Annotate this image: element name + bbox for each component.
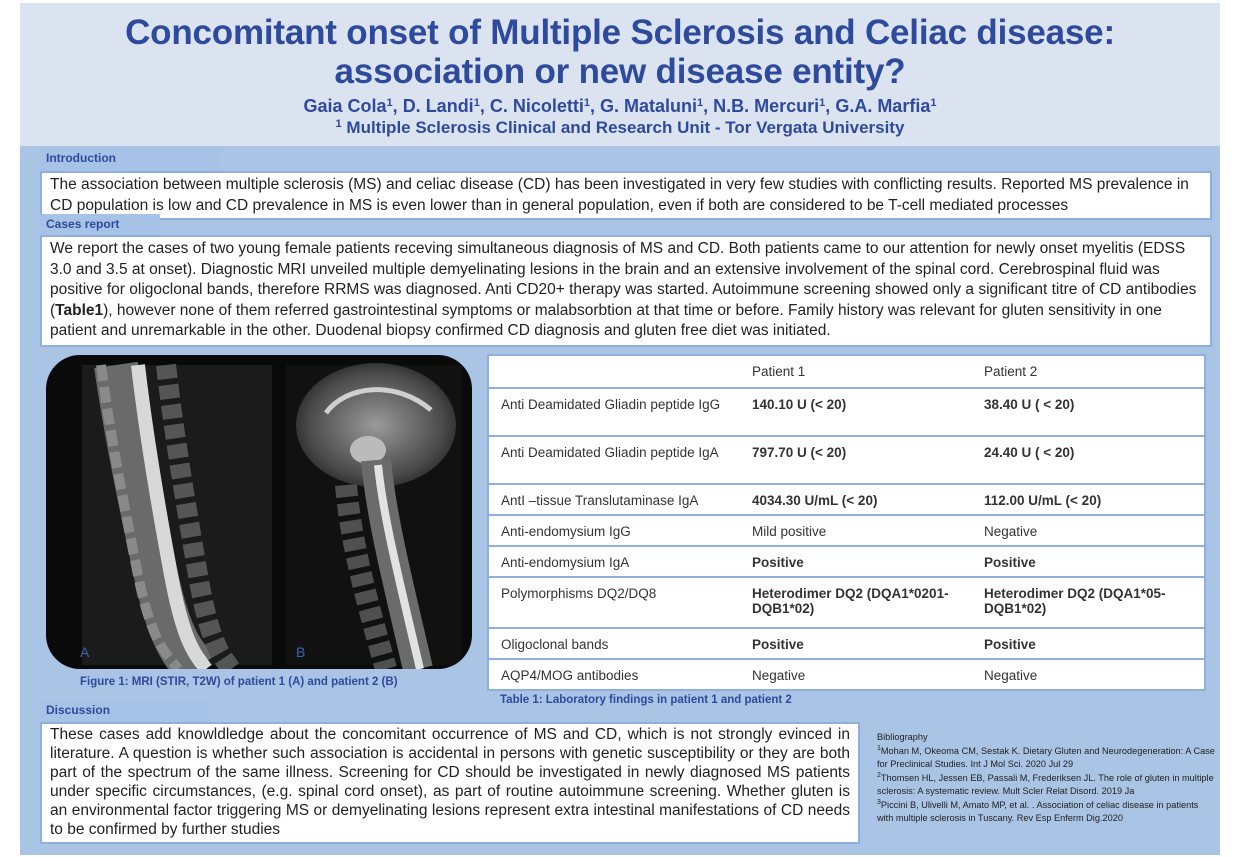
author-name: G. Mataluni <box>599 96 697 116</box>
author-separator: , <box>392 96 403 116</box>
table-row <box>488 659 1205 690</box>
mri-panel-a <box>82 365 272 669</box>
author-name: G.A. Marfia <box>835 96 931 116</box>
bibliography-item <box>877 745 1217 772</box>
table-cell-label: Anti-endomysium IgG <box>488 515 740 546</box>
author-separator: , <box>589 96 600 116</box>
cases-report-text-part2: ), however none of them referred gastrointestinal symptoms or malabsorbtion at that time or before. Family history was relevant for gluten sensitivity in one patient and unremarkable in the other. Duodenal biopsy confirmed CD diagnosis and gluten free diet was initiated. <box>50 301 1162 339</box>
table-cell-label: Anti Deamidated Gliadin peptide IgA <box>488 436 740 484</box>
table-cell-patient-1: 4034.30 U/mL (< 20) <box>740 484 972 515</box>
table-cell-label: AQP4/MOG antibodies <box>488 659 740 690</box>
table-header-patient-1: Patient 1 <box>740 355 972 388</box>
author-separator: , <box>479 96 490 116</box>
title-line-2: association or new disease entity? <box>334 52 906 91</box>
author-name: Gaia Cola <box>303 96 387 116</box>
affiliation <box>20 117 1220 139</box>
bibliography-item-number: 3 <box>877 798 881 806</box>
poster-header <box>20 3 1220 146</box>
author-sup: 1 <box>930 97 937 109</box>
table-cell-label: Anti-endomysium IgA <box>488 546 740 577</box>
table-row <box>488 484 1205 515</box>
table-cell-patient-1: Mild positive <box>740 515 972 546</box>
author-separator: , <box>825 96 836 116</box>
table-cell-label: AntI –tissue Translutaminase IgA <box>488 484 740 515</box>
bibliography-item <box>877 799 1217 826</box>
figure-caption: Figure 1: MRI (STIR, T2W) of patient 1 (A) and patient 2 (B) <box>80 676 398 688</box>
author-name: C. Nicoletti <box>489 96 584 116</box>
table-cell-patient-2: 24.40 U ( < 20) <box>972 436 1205 484</box>
author-name: D. Landi <box>402 96 474 116</box>
table-header-patient-2: Patient 2 <box>972 355 1205 388</box>
table-cell-patient-2: 38.40 U ( < 20) <box>972 388 1205 436</box>
bibliography <box>877 731 1217 826</box>
author-list <box>20 95 1220 117</box>
poster-title <box>20 13 1220 91</box>
bibliography-title: Bibliography <box>877 732 928 742</box>
bibliography-item-number: 1 <box>877 744 881 752</box>
table-cell-patient-1: Positive <box>740 628 972 659</box>
bibliography-item-text: Piccini B, Ulivelli M, Amato MP, et al. . Association of celiac disease in patients with multiple sclerosis in Tuscany. Rev Esp Enferm Dig.2020 <box>877 799 1199 823</box>
introduction-text: The association between multiple sclerosis (MS) and celiac disease (CD) has been investigated in very few studies with conflicting results. Reported MS prevalence in CD population is low and CD prevalence in MS is even lower than in general population, even if both are considered to be T-cell mediated processes <box>40 171 1212 220</box>
discussion-text: These cases add knowldledge about the concomitant occurrence of MS and CD, which is not strongly evinced in literature. A question is whether such association is accidental in persons with genetic susceptibility or they are both part of the spectrum of the same illness. Screening for CD should be investigated in newly diagnosed MS patients under specific circumstances, (e.g. spinal cord onset), as part of routine autoimmune screening. Whether gluten is an environmental factor triggering MS or demyelinating lesions represent extra intestinal manifestations of CD needs to be confirmed by further studies <box>40 722 860 844</box>
cases-report-text-part1: We report the cases of two young female patients receving simultaneous diagnosis of MS and CD. Both patients came to our attention for newly onset myelitis (EDSS 3.0 and 3.5 at onset). Diagnostic MRI unveiled multiple demyelinating lesions in the brain and an extensive involvement of the spinal cord. Cerebrospinal fluid was positive for oligoclonal bands, therefore RRMS was diagnosed. Anti CD20+ therapy was started. Autoimmune screening showed only a significant titre of CD antibodies ( <box>50 240 1197 319</box>
author-sup: 1 <box>819 97 826 109</box>
table-cell-label: Oligoclonal bands <box>488 628 740 659</box>
author-sup: 1 <box>697 97 704 109</box>
table-cell-patient-1: 797.70 U (< 20) <box>740 436 972 484</box>
cases-report-text <box>40 235 1212 347</box>
affiliation-text: Multiple Sclerosis Clinical and Research Unit - Tor Vergata University <box>346 118 905 137</box>
table-cell-label: Polymorphisms DQ2/DQ8 <box>488 577 740 628</box>
introduction-label: Introduction <box>40 148 220 171</box>
mri-label-a: A <box>80 644 90 660</box>
table-cell-patient-1: Positive <box>740 546 972 577</box>
table-caption: Table 1: Laboratory findings in patient 1 and patient 2 <box>500 694 792 706</box>
mri-images <box>46 355 472 669</box>
table-row <box>488 515 1205 546</box>
table-row <box>488 388 1205 436</box>
table-body <box>488 388 1205 690</box>
mri-label-b: B <box>296 644 306 660</box>
bibliography-item-text: Thomsen HL, Jessen EB, Passali M, Frederiksen JL. The role of gluten in multiple sclerosis: A systematic review. Mult Scler Relat Disord. 2019 Ja <box>877 772 1214 796</box>
table-cell-patient-1: Negative <box>740 659 972 690</box>
table-row <box>488 628 1205 659</box>
table-row <box>488 577 1205 628</box>
bibliography-list <box>877 745 1217 826</box>
table-cell-patient-2: Negative <box>972 659 1205 690</box>
bibliography-item <box>877 772 1217 799</box>
table-reference: Table1 <box>55 301 104 319</box>
author-sup: 1 <box>386 97 393 109</box>
affiliation-sup: 1 <box>335 118 342 130</box>
discussion-label: Discussion <box>40 700 210 723</box>
table-cell-patient-2: Positive <box>972 628 1205 659</box>
table-cell-patient-2: Heterodimer DQ2 (DQA1*05-DQB1*02) <box>972 577 1205 628</box>
table-cell-patient-2: Negative <box>972 515 1205 546</box>
table-cell-patient-1: 140.10 U (< 20) <box>740 388 972 436</box>
author-name: N.B. Mercuri <box>713 96 820 116</box>
table-cell-label: Anti Deamidated Gliadin peptide IgG <box>488 388 740 436</box>
author-sup: 1 <box>583 97 590 109</box>
title-line-1: Concomitant onset of Multiple Sclerosis and Celiac disease: <box>125 13 1115 52</box>
poster <box>20 3 1220 855</box>
table-header-label <box>488 355 740 388</box>
table-header-row <box>488 355 1205 388</box>
cases-report-label: Cases report <box>40 214 160 237</box>
lab-findings-table <box>487 354 1206 691</box>
table-cell-patient-2: Positive <box>972 546 1205 577</box>
author-sup: 1 <box>473 97 480 109</box>
mri-panel-b <box>286 363 462 669</box>
bibliography-item-number: 2 <box>877 771 881 779</box>
table-row <box>488 546 1205 577</box>
table-row <box>488 436 1205 484</box>
author-separator: , <box>703 96 714 116</box>
table-cell-patient-2: 112.00 U/mL (< 20) <box>972 484 1205 515</box>
mri-figure <box>46 355 472 669</box>
bibliography-item-text: Mohan M, Okeoma CM, Sestak K. Dietary Gluten and Neurodegeneration: A Case for Preclinical Studies. Int J Mol Sci. 2020 Jul 29 <box>877 745 1215 769</box>
table-cell-patient-1: Heterodimer DQ2 (DQA1*0201-DQB1*02) <box>740 577 972 628</box>
